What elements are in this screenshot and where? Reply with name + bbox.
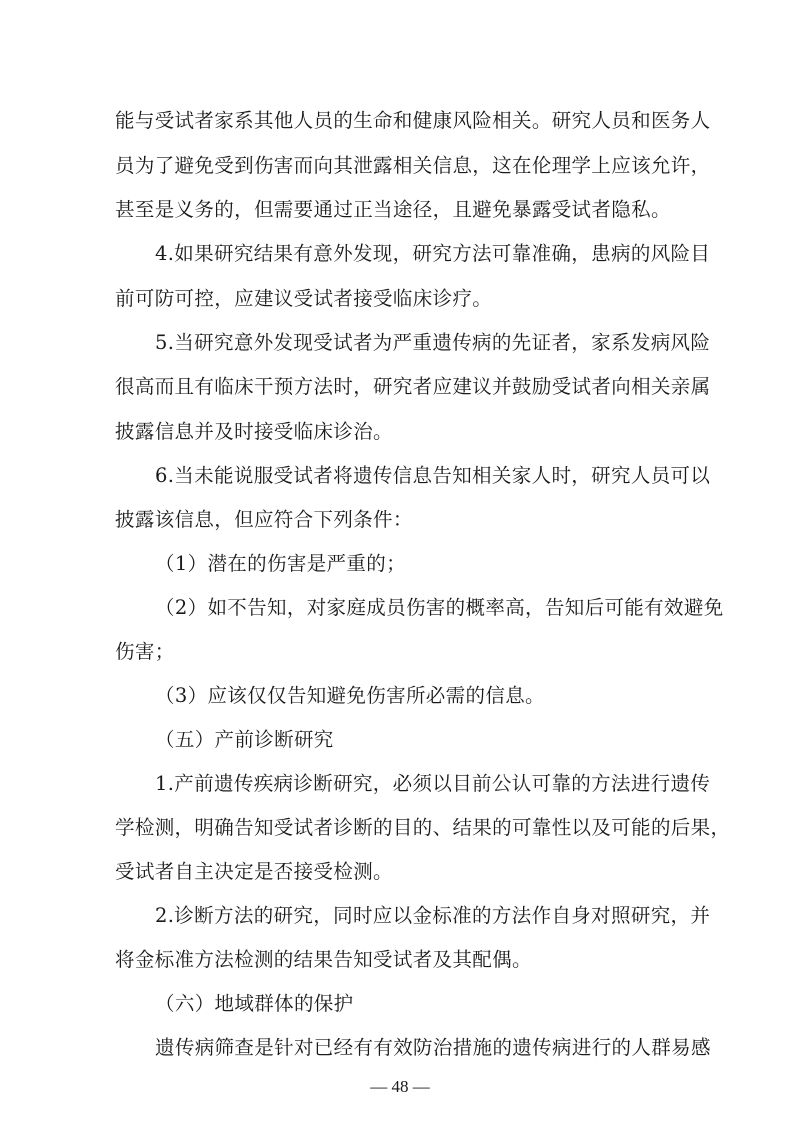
text-line: （3）应该仅仅告知避免伤害所必需的信息。 — [155, 684, 545, 707]
text-line: 将金标准方法检测的结果告知受试者及其配偶。 — [115, 948, 532, 971]
text-line: 遗传病筛查是针对已经有有效防治措施的遗传病进行的人群易感 — [155, 1036, 711, 1059]
text-line: 很高而且有临床干预方法时，研究者应建议并鼓励受试者向相关亲属 — [115, 375, 711, 398]
section-heading: （五）产前诊断研究 — [155, 728, 334, 751]
text-line: 披露该信息，但应符合下列条件： — [115, 508, 413, 531]
section-heading: （六）地域群体的保护 — [155, 992, 354, 1015]
page-number: — 48 — — [370, 1077, 430, 1096]
text-line: 1.产前遗传疾病诊断研究，必须以目前公认可靠的方法进行遗传 — [155, 772, 711, 795]
text-line: 学检测，明确告知受试者诊断的目的、结果的可靠性以及可能的后果， — [115, 816, 731, 839]
text-line: 受试者自主决定是否接受检测。 — [115, 860, 393, 883]
text-line: 2.诊断方法的研究，同时应以金标准的方法作自身对照研究，并 — [155, 904, 711, 927]
text-line: 前可防可控，应建议受试者接受临床诊疗。 — [115, 287, 493, 310]
text-line: 能与受试者家系其他人员的生命和健康风险相关。研究人员和医务人 — [115, 109, 711, 132]
text-line: （1）潜在的伤害是严重的； — [155, 552, 406, 575]
text-line: （2）如不告知，对家庭成员伤害的概率高，告知后可能有效避免 — [155, 596, 724, 619]
text-line: 披露信息并及时接受临床诊治。 — [115, 420, 393, 443]
text-line: 6.当未能说服受试者将遗传信息告知相关家人时，研究人员可以 — [155, 464, 711, 487]
text-line: 甚至是义务的，但需要通过正当途径，且避免暴露受试者隐私。 — [115, 198, 671, 221]
text-line: 伤害； — [115, 640, 175, 663]
text-line: 5.当研究意外发现受试者为严重遗传病的先证者，家系发病风险 — [155, 331, 711, 354]
text-line: 4.如果研究结果有意外发现，研究方法可靠准确，患病的风险目 — [155, 242, 711, 265]
text-line: 员为了避免受到伤害而向其泄露相关信息，这在伦理学上应该允许， — [115, 154, 711, 177]
